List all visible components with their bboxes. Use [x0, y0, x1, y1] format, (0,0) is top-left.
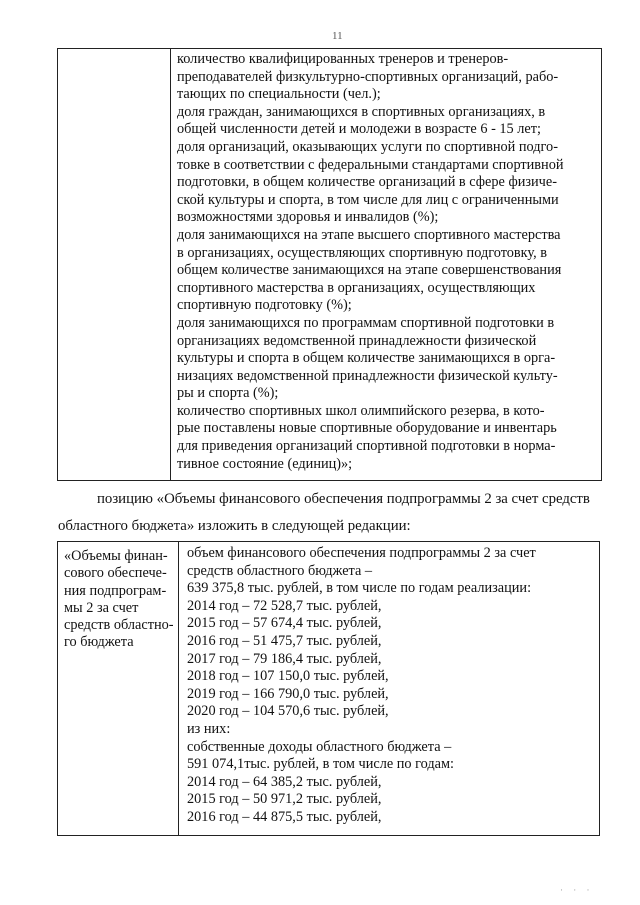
funding-value-line: из них: — [187, 720, 231, 737]
funding-label — [64, 548, 178, 652]
funding-table-label-cell — [58, 542, 179, 836]
funding-value-line: объем финансового обеспечения подпрограммы 2 за счет — [187, 545, 536, 561]
funding-label-line: го бюджета — [64, 634, 134, 651]
funding-value-line: 2015 год – 50 971,2 тыс. рублей, — [187, 791, 382, 808]
indicators-list — [177, 51, 601, 473]
indicators-table-right-cell — [171, 49, 602, 481]
funding-label-line: средств областно- — [64, 617, 174, 634]
indicator-line: количество квалифицированных тренеров и тренеров- — [177, 51, 509, 67]
funding-value-line: 2016 год – 44 875,5 тыс. рублей, — [187, 808, 382, 825]
indicator-line: возможностями здоровья и инвалидов (%); — [177, 209, 439, 226]
indicator-line: спортивного мастерства в организациях, осуществляющих — [177, 279, 536, 296]
funding-label-line: «Объемы финан- — [64, 548, 168, 564]
indicator-line: доля занимающихся на этапе высшего спортивного мастерства — [177, 226, 561, 243]
scan-marks: · · · — [560, 885, 594, 895]
funding-value-line: средств областного бюджета – — [187, 562, 373, 579]
funding-table-value-cell — [179, 542, 600, 836]
indicator-line: доля граждан, занимающихся в спортивных организациях, в — [177, 103, 546, 120]
indicator-line: рые поставлены новые спортивные оборудование и инвентарь — [177, 420, 557, 437]
indicator-line: товке в соответствии с федеральными стандартами спортивной — [177, 156, 564, 173]
funding-value-line: 2016 год – 51 475,7 тыс. рублей, — [187, 632, 382, 649]
paragraph-line-1: позицию «Объемы финансового обеспечения подпрограммы 2 за счет средств — [97, 491, 590, 507]
funding-value-line: собственные доходы областного бюджета – — [187, 738, 452, 755]
funding-value-line: 2020 год – 104 570,6 тыс. рублей, — [187, 703, 389, 720]
funding-value-line: 2015 год – 57 674,4 тыс. рублей, — [187, 615, 382, 632]
indicator-line: доля занимающихся по программам спортивной подготовки в — [177, 314, 555, 331]
funding-value-line: 639 375,8 тыс. рублей, в том числе по годам реализации: — [187, 580, 532, 597]
funding-label-line: ния подпрограм- — [64, 582, 167, 599]
funding-label-line: мы 2 за счет — [64, 599, 139, 616]
funding-values — [187, 545, 599, 827]
indicator-line: культуры и спорта в общем количестве занимающихся в орга- — [177, 350, 556, 367]
funding-label-line: сового обеспече- — [64, 565, 167, 582]
indicator-line: ры и спорта (%); — [177, 385, 279, 402]
funding-value-line: 2019 год – 166 790,0 тыс. рублей, — [187, 685, 389, 702]
indicator-line: в организациях, осуществляющих спортивную подготовку, в — [177, 244, 548, 261]
indicator-line: тивное состояние (единиц)»; — [177, 455, 353, 472]
indicator-line: для приведения организаций спортивной подготовки в норма- — [177, 438, 556, 455]
funding-table — [57, 541, 600, 836]
page-number: 11 — [332, 30, 343, 42]
indicator-line: общей численности детей и молодежи в возрасте 6 - 15 лет; — [177, 121, 541, 138]
funding-value-line: 591 074,1тыс. рублей, в том числе по годам: — [187, 756, 455, 773]
indicator-line: низациях ведомственной принадлежности физической культу- — [177, 367, 558, 384]
indicator-line: подготовки, в общем количестве организаций в сфере физиче- — [177, 174, 557, 191]
indicator-line: ской культуры и спорта, в том числе для лиц с ограниченными — [177, 191, 559, 208]
funding-value-line: 2018 год – 107 150,0 тыс. рублей, — [187, 668, 389, 685]
indicator-line: общем количестве занимающихся на этапе совершенствования — [177, 262, 562, 279]
indicator-line: преподавателей физкультурно-спортивных организаций, рабо- — [177, 68, 559, 85]
funding-value-line: 2014 год – 72 528,7 тыс. рублей, — [187, 597, 382, 614]
indicator-line: спортивную подготовку (%); — [177, 297, 352, 314]
indicator-line: организациях ведомственной принадлежности физической — [177, 332, 537, 349]
indicator-line: доля организаций, оказывающих услуги по спортивной подго- — [177, 138, 558, 155]
funding-value-line: 2017 год – 79 186,4 тыс. рублей, — [187, 650, 382, 667]
indicator-line: количество спортивных школ олимпийского резерва, в кото- — [177, 402, 545, 419]
indicators-table — [57, 48, 602, 481]
paragraph-line-2: областного бюджета» изложить в следующей редакции: — [58, 518, 411, 534]
funding-value-line: 2014 год – 64 385,2 тыс. рублей, — [187, 773, 382, 790]
indicators-table-left-cell — [58, 49, 171, 481]
indicator-line: тающих по специальности (чел.); — [177, 86, 381, 103]
